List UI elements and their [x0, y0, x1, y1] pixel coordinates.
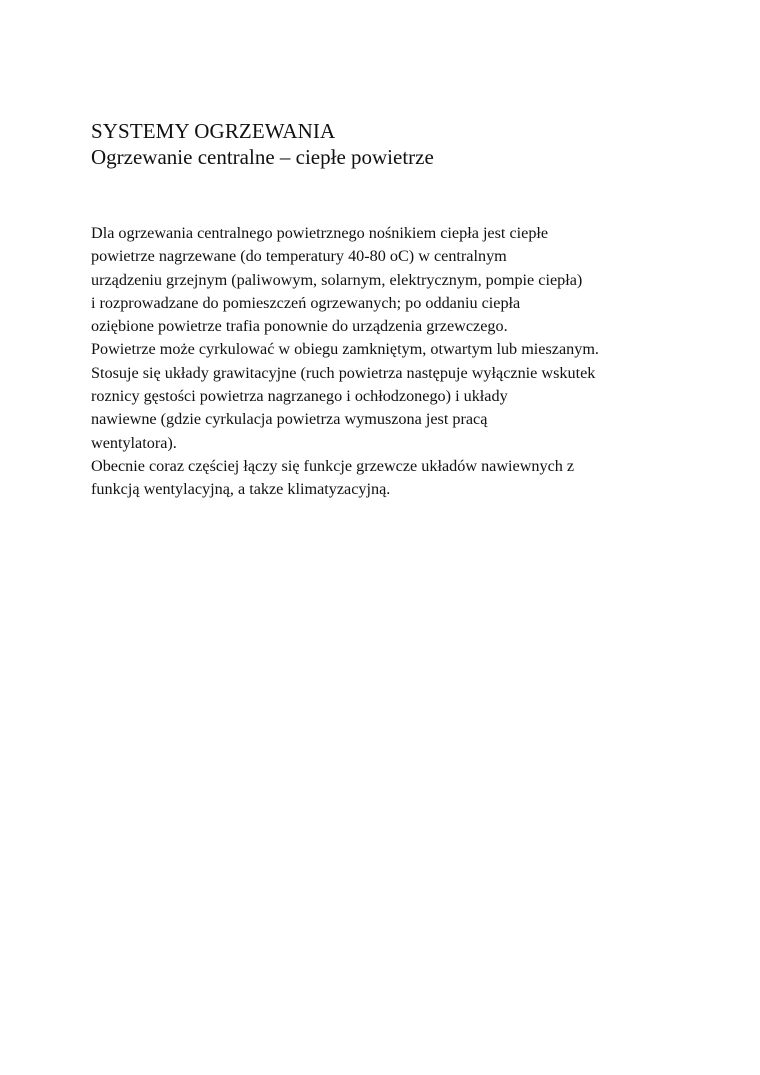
text-line: nawiewne (gdzie cyrkulacja powietrza wymuszona jest pracą — [91, 410, 488, 429]
text-line: powietrze nagrzewane (do temperatury 40-80 oC) w centralnym — [91, 247, 507, 266]
text-line: Dla ogrzewania centralnego powietrznego nośnikiem ciepła jest ciepłe — [91, 224, 549, 242]
text-line: Powietrze może cyrkulować w obiegu zamkniętym, otwartym lub mieszanym. — [91, 340, 599, 359]
text-line: Stosuje się układy grawitacyjne (ruch powietrza następuje wyłącznie wskutek — [91, 363, 596, 382]
text-line: Obecnie coraz częściej łączy się funkcje grzewcze układów nawiewnych z — [91, 456, 575, 475]
body-paragraph — [91, 222, 731, 502]
document-subtitle: Ogrzewanie centralne – ciepłe powietrze — [91, 145, 434, 169]
text-line: roznicy gęstości powietrza nagrzanego i ochłodzonego) i układy — [91, 387, 508, 406]
text-line: urządzeniu grzejnym (paliwowym, solarnym, elektrycznym, pompie ciepła) — [91, 270, 583, 289]
document-heading — [91, 118, 434, 170]
text-line: oziębione powietrze trafia ponownie do urządzenia grzewczego. — [91, 317, 508, 336]
document-title: SYSTEMY OGRZEWANIA — [91, 119, 336, 143]
text-line: funkcją wentylacyjną, a takze klimatyzacyjną. — [91, 480, 391, 499]
text-line: i rozprowadzane do pomieszczeń ogrzewanych; po oddaniu ciepła — [91, 293, 521, 312]
text-line: wentylatora). — [91, 433, 177, 452]
